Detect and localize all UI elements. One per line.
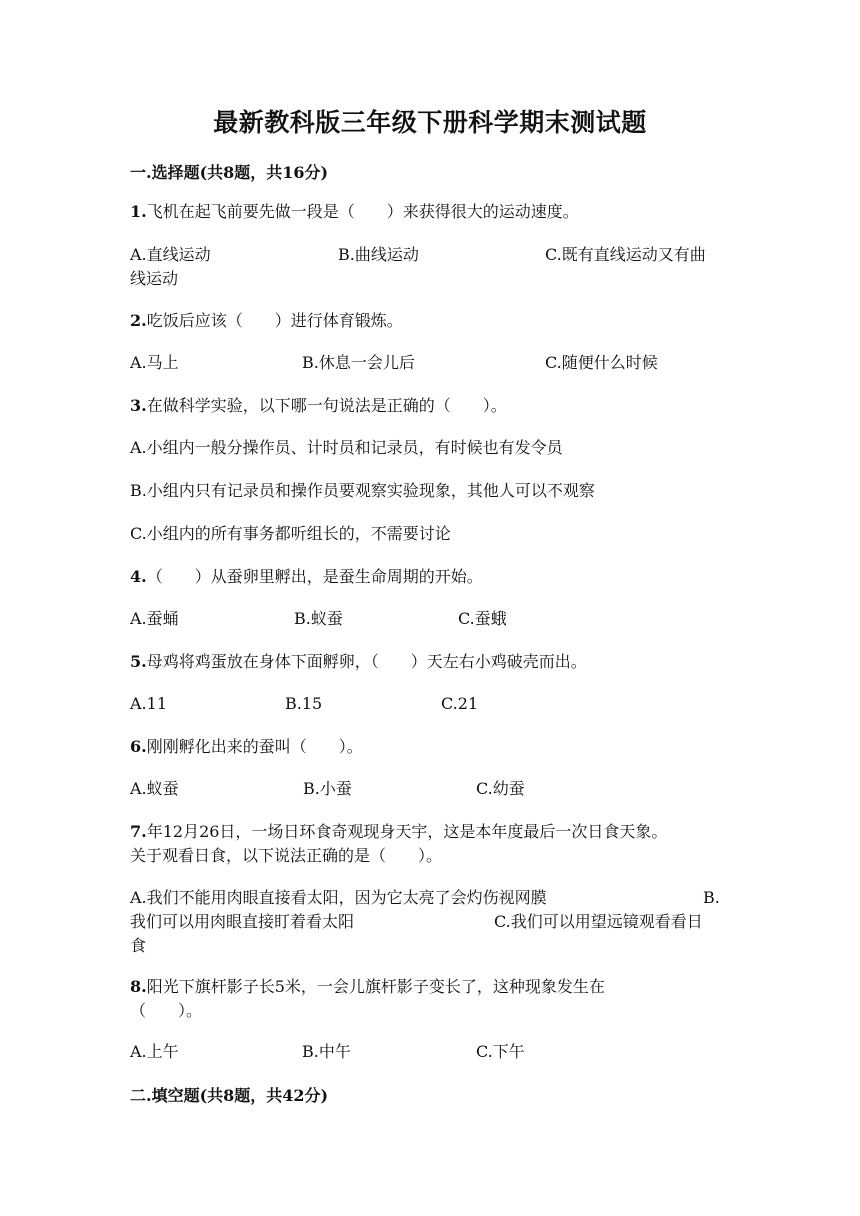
question-8 [130, 975, 730, 999]
question-number: 5. [130, 652, 147, 671]
question-text: 在做科学实验，以下哪一句说法是正确的（ ）。 [146, 396, 507, 415]
option-b: B.休息一会儿后 [302, 353, 415, 372]
option-b: B.蚁蚕 [294, 609, 343, 628]
question-number: 7. [130, 822, 147, 841]
question-text: 吃饭后应该（ ）进行体育锻炼。 [146, 311, 403, 330]
question-3 [130, 394, 730, 418]
question-text: （ ）从蚕卵里孵出，是蚕生命周期的开始。 [146, 567, 483, 586]
question-text: 母鸡将鸡蛋放在身体下面孵卵，（ ）天左右小鸡破壳而出。 [146, 652, 587, 671]
option-c: C.21 [441, 694, 479, 713]
question-7-text-continued: 关于观看日食，以下说法正确的是（ ）。 [130, 846, 443, 865]
option-c: C.既有直线运动又有曲 [545, 245, 706, 264]
option-b: B.小组内只有记录员和操作员要观察实验现象，其他人可以不观察 [130, 481, 595, 500]
option-c: C.我们可以用望远镜观看看日 [494, 912, 703, 931]
option-c: C.下午 [476, 1042, 525, 1061]
question-number: 8. [130, 977, 147, 996]
option-a: A.我们不能用肉眼直接看太阳，因为它太亮了会灼伤视网膜 [130, 888, 547, 907]
option-b: 我们可以用肉眼直接盯着看太阳 [130, 912, 355, 931]
option-c: C.蚕蛾 [458, 609, 507, 628]
question-text: 年12月26日，一场日环食奇观现身天宇，这是本年度最后一次日食天象。 [146, 822, 668, 841]
option-b: B.15 [285, 694, 323, 713]
question-number: 6. [130, 737, 147, 756]
option-a: A.小组内一般分操作员、计时员和记录员，有时候也有发令员 [130, 438, 563, 457]
question-1 [130, 200, 730, 224]
option-a: A.11 [130, 694, 167, 713]
question-8-text-continued: （ ）。 [130, 1001, 203, 1020]
option-a: A.蚁蚕 [130, 779, 179, 798]
question-number: 1. [130, 202, 147, 221]
question-6 [130, 735, 730, 759]
option-b: B.小蚕 [303, 779, 352, 798]
question-4 [130, 565, 730, 589]
option-c: C.小组内的所有事务都听组长的，不需要讨论 [130, 524, 451, 543]
option-b-label: B. [703, 888, 720, 907]
page-title: 最新教科版三年级下册科学期末测试题 [213, 108, 647, 137]
option-a: A.直线运动 [130, 245, 211, 264]
option-a: A.马上 [130, 353, 179, 372]
option-b: B.曲线运动 [338, 245, 419, 264]
option-c-continued: 线运动 [130, 269, 179, 288]
question-text: 阳光下旗杆影子长5米，一会儿旗杆影子变长了，这种现象发生在 [146, 977, 605, 996]
option-c: C.随便什么时候 [545, 353, 658, 372]
question-2 [130, 309, 730, 333]
option-b: B.中午 [302, 1042, 351, 1061]
question-number: 3. [130, 396, 147, 415]
question-number: 2. [130, 311, 147, 330]
question-text: 刚刚孵化出来的蚕叫（ ）。 [146, 737, 363, 756]
question-number: 4. [130, 567, 147, 586]
option-a: A.上午 [130, 1042, 179, 1061]
option-c: C.幼蚕 [476, 779, 525, 798]
question-7 [130, 820, 730, 844]
section-heading-choice: 一.选择题(共8题，共16分) [130, 163, 329, 182]
option-c-continued: 食 [130, 936, 147, 955]
section-heading-fill: 二.填空题(共8题，共42分) [130, 1086, 329, 1105]
option-a: A.蚕蛹 [130, 609, 179, 628]
question-5 [130, 650, 730, 674]
question-text: 飞机在起飞前要先做一段是（ ）来获得很大的运动速度。 [146, 202, 579, 221]
